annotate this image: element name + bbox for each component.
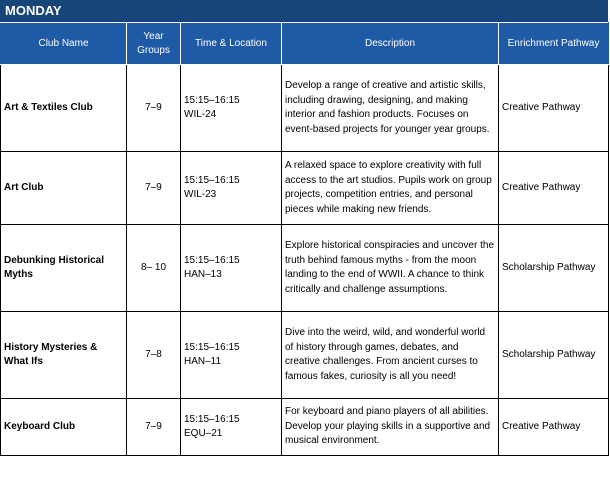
table-row xyxy=(1,399,609,456)
club-name: Art & Textiles Club xyxy=(1,65,127,152)
header-pathway: Enrichment Pathway xyxy=(499,23,609,65)
club-name: Keyboard Club xyxy=(1,399,127,456)
club-location: HAN–13 xyxy=(184,269,222,280)
header-year-groups-line1: Year xyxy=(143,30,164,42)
table-row xyxy=(1,312,609,399)
time-location xyxy=(181,399,282,456)
time-location xyxy=(181,65,282,152)
table-row xyxy=(1,152,609,225)
club-time: 15:15–16:15 xyxy=(184,413,240,425)
header-time-location: Time & Location xyxy=(181,23,282,65)
year-groups: 7–9 xyxy=(127,152,181,225)
club-location: EQU–21 xyxy=(184,428,223,439)
year-groups: 7–9 xyxy=(127,65,181,152)
club-pathway: Scholarship Pathway xyxy=(499,225,609,312)
club-description: Dive into the weird, wild, and wonderful world of history through games, debates, and creative challenges. From ancient curses to famous fakes, curiosity is all you need! xyxy=(282,312,499,399)
time-location xyxy=(181,225,282,312)
table-row xyxy=(1,65,609,152)
table-row xyxy=(1,225,609,312)
club-pathway: Scholarship Pathway xyxy=(499,312,609,399)
club-pathway: Creative Pathway xyxy=(499,65,609,152)
club-name: Debunking Historical Myths xyxy=(1,225,127,312)
time-location xyxy=(181,152,282,225)
club-location: HAN–11 xyxy=(184,356,222,367)
header-year-groups xyxy=(127,23,181,65)
club-name: History Mysteries & What Ifs xyxy=(1,312,127,399)
club-description: For keyboard and piano players of all abilities. Develop your playing skills in a supportive and musical environment. xyxy=(282,399,499,456)
header-description: Description xyxy=(282,23,499,65)
club-location: WIL-23 xyxy=(184,189,217,200)
header-year-groups-line2: Groups xyxy=(137,44,170,56)
club-location: WIL-24 xyxy=(184,109,217,120)
club-time: 15:15–16:15 xyxy=(184,254,240,266)
club-time: 15:15–16:15 xyxy=(184,94,240,106)
header-row xyxy=(1,23,609,65)
year-groups: 7–8 xyxy=(127,312,181,399)
clubs-table xyxy=(0,22,609,456)
club-time: 15:15–16:15 xyxy=(184,341,240,353)
club-description: A relaxed space to explore creativity with full access to the art studios. Pupils work on group projects, competition entries, and personal pieces while making new friends. xyxy=(282,152,499,225)
club-pathway: Creative Pathway xyxy=(499,399,609,456)
club-description: Explore historical conspiracies and uncover the truth behind famous myths - from the moon landing to the end of WWII. A chance to think critically and challenge assumptions. xyxy=(282,225,499,312)
club-time: 15:15–16:15 xyxy=(184,174,240,186)
club-name: Art Club xyxy=(1,152,127,225)
header-club-name: Club Name xyxy=(1,23,127,65)
day-heading: MONDAY xyxy=(0,0,608,22)
year-groups: 8– 10 xyxy=(127,225,181,312)
club-description: Develop a range of creative and artistic skills, including drawing, designing, and making interior and fashion products. Focuses on event-based projects for younger year groups. xyxy=(282,65,499,152)
time-location xyxy=(181,312,282,399)
year-groups: 7–9 xyxy=(127,399,181,456)
club-pathway: Creative Pathway xyxy=(499,152,609,225)
